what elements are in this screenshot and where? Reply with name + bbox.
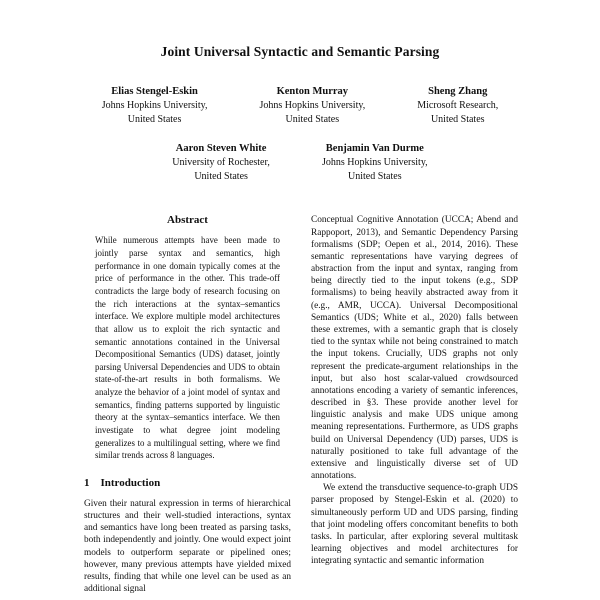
right-column-paragraph-1: Conceptual Cognitive Annotation (UCCA; Abend and Rappoport, 2013), and Semantic Dependency Parsing formalisms (SDP; Oepen et al., 2014, 2016). These semantic representations have varying degrees of abstraction from the input and syntax, ranging from being directly tied to the input tokens (e.g., SDP formalisms) to being heavily abstracted away from it (e.g., AMR, UCCA). Universal Decompositional Semantics (UDS; White et al., 2020) falls between these extremes, with a semantic graph that is closely tied to the syntax while not being constrained to match the input tokens. Crucially, UDS graphs not only represent the predicate-argument relationships in the input, but also host scalar-valued crowdsourced annotations encoding a variety of semantic inferences, described in §3. These provide another level for linguistic analysis and make UDS unique among meaning representations. Furthermore, as UDS graphs build on Universal Dependency (UD) parses, UDS is naturally positioned to take full advantage of the extensive and linguistically diverse set of UD annotations. xyxy=(311,215,518,482)
author-block xyxy=(102,84,208,127)
author-block xyxy=(417,84,498,127)
right-column xyxy=(311,214,518,567)
author-block xyxy=(172,141,270,184)
author-row-2 xyxy=(0,141,600,184)
two-column-body xyxy=(0,198,600,595)
author-country: United States xyxy=(430,114,485,126)
intro-paragraph: Given their natural expression in terms of hierarchical structures and their well-studied interactions, syntax and semantics have long been treated as parsing tasks, both independently and jointly. One would expect joint models to outperform separate or pipelined ones; however, many previous attempts have yielded mixed results, finding that while one level can be used as an additional signal xyxy=(84,498,291,595)
author-country: United States xyxy=(194,171,248,183)
author-block xyxy=(322,141,428,184)
author-name: Sheng Zhang xyxy=(428,86,488,97)
author-block xyxy=(259,84,365,127)
abstract-text: While numerous attempts have been made to jointly parse syntax and semantics, high performance in one domain typically comes at the price of performance in the other. This trade-off contradicts the large body of research focusing on the rich interactions at the syntax–semantics interface. We explore multiple model architectures that allow us to exploit the rich syntactic and semantic annotations contained in the Universal Decompositional Semantics (UDS) dataset, jointly parsing Universal Dependencies and UDS to obtain state-of-the-art results in both formalisms. We analyze the behavior of a joint model of syntax and semantics, finding patterns supported by linguistic theory at the syntax–semantics interface. We then investigate to what degree joint modeling generalizes to a multilingual setting, where we find similar trends across 8 languages. xyxy=(95,235,280,461)
section-heading-introduction xyxy=(84,477,291,489)
section-title: Introduction xyxy=(100,476,161,489)
right-column-paragraph-2: We extend the transductive sequence-to-graph UDS parser proposed by Stengel-Eskin et al. (2020) to simultaneously perform UD and UDS parsing, finding that joint modeling offers concomitant benefits to both tasks. In particular, after exploring several multitask learning objectives and model architectures for integrating syntactic and semantic information xyxy=(311,483,518,567)
author-country: United States xyxy=(285,114,340,126)
author-affiliation: Johns Hopkins University, xyxy=(259,100,366,112)
section-number: 1 xyxy=(84,476,90,489)
author-country: United States xyxy=(127,114,182,126)
author-name: Elias Stengel-Eskin xyxy=(111,86,198,97)
author-name: Benjamin Van Durme xyxy=(325,143,424,155)
author-country: United States xyxy=(348,171,402,183)
author-row-1 xyxy=(0,84,600,127)
author-affiliation: Johns Hopkins University, xyxy=(321,157,428,169)
left-column xyxy=(84,214,291,595)
author-affiliation: Microsoft Research, xyxy=(417,100,499,112)
author-affiliation: University of Rochester, xyxy=(172,157,270,169)
author-name: Aaron Steven White xyxy=(175,143,267,155)
author-name: Kenton Murray xyxy=(276,86,349,97)
author-affiliation: Johns Hopkins University, xyxy=(101,100,208,112)
paper-title: Joint Universal Syntactic and Semantic Parsing xyxy=(160,44,440,59)
abstract-heading: Abstract xyxy=(167,214,208,227)
author-section xyxy=(0,84,600,184)
